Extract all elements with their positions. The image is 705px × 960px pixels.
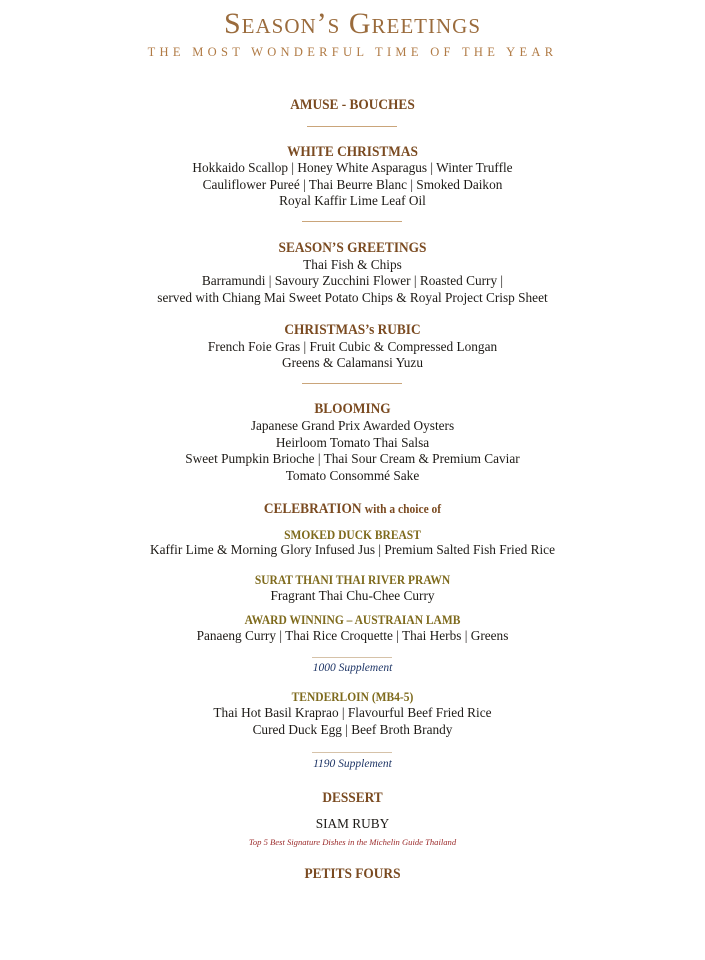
menu-line: Hokkaido Scallop | Honey White Asparagus | Winter Truffle: [192, 160, 513, 175]
heading-dessert: DESSERT: [322, 790, 383, 806]
menu-line: Japanese Grand Prix Awarded Oysters: [250, 418, 455, 433]
heading-petits-fours: PETITS FOURS: [304, 866, 401, 882]
subheading-river-prawn: SURAT THANI THAI RIVER PRAWN: [254, 573, 451, 587]
menu-title: Season’s Greetings: [223, 7, 481, 40]
menu-line: French Foie Gras | Fruit Cubic & Compressed Longan: [207, 339, 498, 354]
supplement-lamb: 1000 Supplement: [312, 662, 393, 674]
menu-line: Sweet Pumpkin Brioche | Thai Sour Cream & Premium Caviar: [185, 451, 520, 466]
heading-seasons-greetings: SEASON’S GREETINGS: [278, 240, 427, 256]
menu-line: Greens & Calamansi Yuzu: [282, 355, 423, 370]
divider: [307, 126, 397, 127]
heading-amuse-bouches: AMUSE - BOUCHES: [290, 97, 415, 113]
divider: [312, 752, 392, 753]
subheading-tenderloin: TENDERLOIN (MB4-5): [291, 690, 414, 704]
heading-christmas-rubic: CHRISTMAS’s RUBIC: [284, 322, 421, 338]
menu-line: Royal Kaffir Lime Leaf Oil: [279, 193, 426, 208]
michelin-note: Top 5 Best Signature Dishes in the Michelin Guide Thailand: [248, 837, 457, 847]
menu-line: Kaffir Lime & Morning Glory Infused Jus | Premium Salted Fish Fried Rice: [150, 542, 555, 557]
heading-blooming: BLOOMING: [314, 401, 391, 417]
supplement-tenderloin: 1190 Supplement: [313, 758, 392, 770]
menu-line: Thai Hot Basil Kraprao | Flavourful Beef Fried Rice: [213, 705, 492, 720]
celebration-suffix: with a choice of: [364, 502, 442, 516]
menu-line: Panaeng Curry | Thai Rice Croquette | Thai Herbs | Greens: [196, 628, 509, 643]
menu-line: Tomato Consommé Sake: [285, 468, 420, 483]
menu-line: served with Chiang Mai Sweet Potato Chips & Royal Project Crisp Sheet: [157, 290, 548, 305]
menu-line: Heirloom Tomato Thai Salsa: [275, 435, 430, 450]
menu-line: Fragrant Thai Chu-Chee Curry: [270, 588, 435, 603]
menu-subtitle: THE MOST WONDERFUL TIME OF THE YEAR: [147, 45, 558, 59]
heading-white-christmas: WHITE CHRISTMAS: [287, 144, 418, 160]
subheading-smoked-duck: SMOKED DUCK BREAST: [284, 528, 421, 542]
dessert-item: SIAM RUBY: [315, 816, 390, 831]
divider: [302, 221, 402, 222]
menu-line: Cauliflower Pureé | Thai Beurre Blanc | Smoked Daikon: [202, 177, 503, 192]
celebration-title: CELEBRATION: [263, 501, 362, 517]
menu-line: Barramundi | Savoury Zucchini Flower | Roasted Curry |: [201, 273, 504, 288]
menu-line: Thai Fish & Chips: [303, 257, 402, 272]
subheading-lamb: AWARD WINNING – AUSTRAIAN LAMB: [244, 613, 461, 627]
divider: [302, 383, 402, 384]
heading-celebration: [28, 501, 677, 518]
menu-line: Cured Duck Egg | Beef Broth Brandy: [252, 722, 453, 737]
divider: [312, 657, 392, 658]
